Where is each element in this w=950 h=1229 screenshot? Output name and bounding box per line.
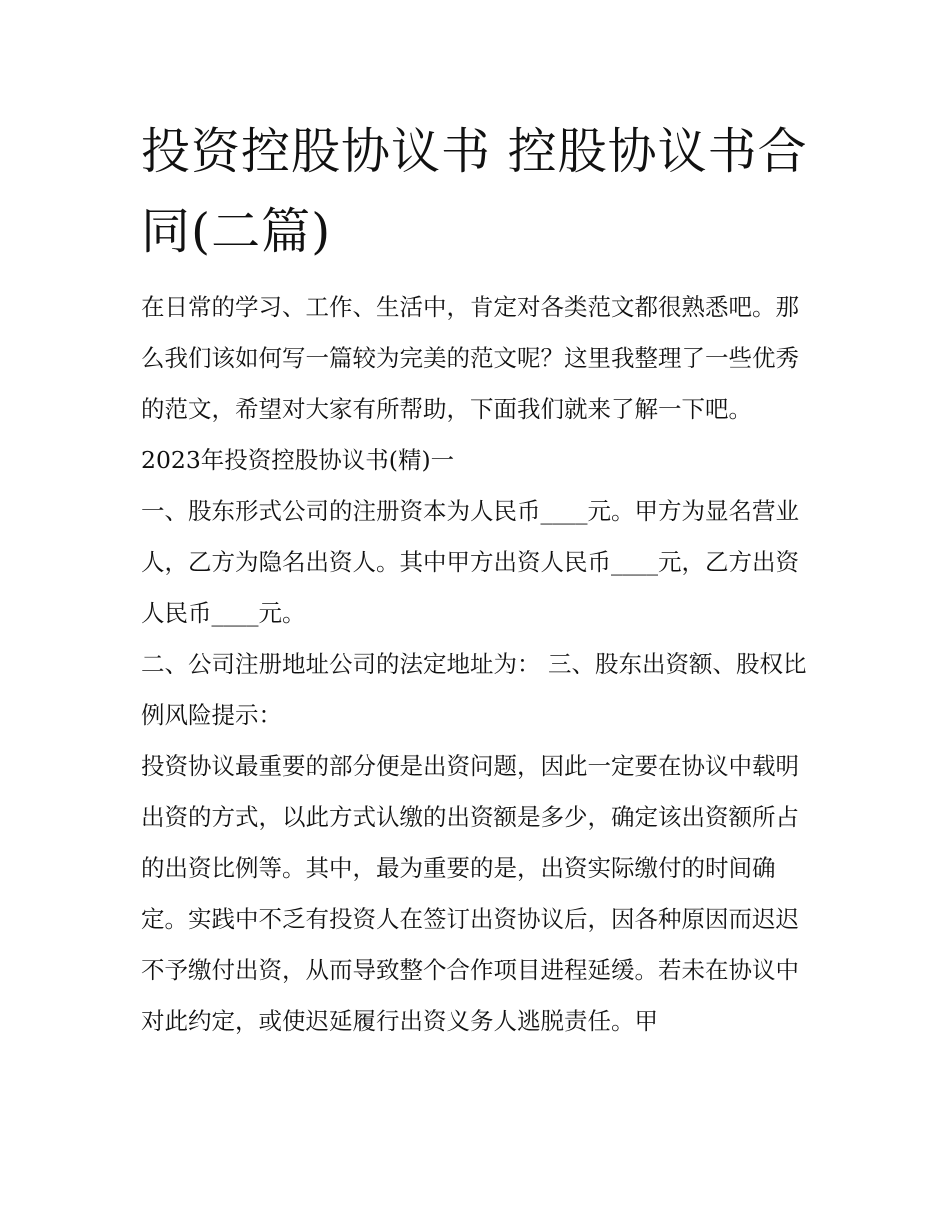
section-heading: 2023年投资控股协议书(精)一 — [141, 446, 455, 474]
clause-paragraph-2: 二、公司注册地址公司的法定地址为： 三、股东出资额、股权比例风险提示： — [141, 650, 807, 729]
document-title: 投资控股协议书 控股协议书合同(二篇) — [141, 123, 808, 260]
clause-paragraph-3: 投资协议最重要的部分便是出资问题，因此一定要在协议中载明出资的方式，以此方式认缴的出资额是多少，确定该出资额所占的出资比例等。其中，最为重要的是，出资实际缴付的时间确定。实践中不乏有投资人在签订出资协议后，因各种原因而迟迟不予缴付出资，从而导致整个合作项目进程延缓。若未在协议中对此约定，或使迟延履行出资义务人逃脱责任。甲 — [141, 752, 799, 1035]
document-page — [141, 112, 821, 1047]
document-body — [141, 282, 821, 1047]
clause-paragraph-1: 一、股东形式公司的注册资本为人民币____元。甲方为显名营业人，乙方为隐名出资人。其中甲方出资人民币____元，乙方出资人民币____元。 — [141, 497, 799, 627]
intro-paragraph: 在日常的学习、工作、生活中，肯定对各类范文都很熟悉吧。那么我们该如何写一篇较为完美的范文呢？这里我整理了一些优秀的范文，希望对大家有所帮助，下面我们就来了解一下吧。 — [141, 293, 799, 423]
